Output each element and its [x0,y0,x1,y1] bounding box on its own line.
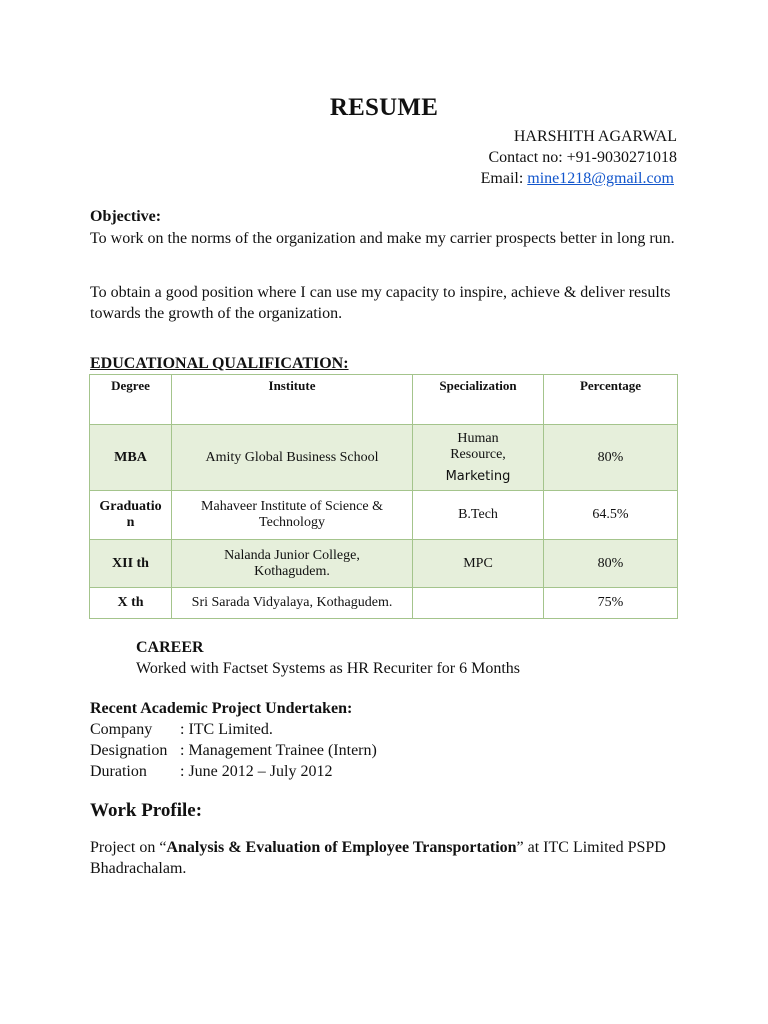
work-profile-project-title: Analysis & Evaluation of Employee Transportation [166,839,517,856]
column-header: Specialization [413,375,544,425]
degree-cell: X th [90,588,172,619]
institute-text: Kothagudem. [254,563,330,579]
degree-text: MBA [114,449,147,465]
percentage-cell: 75% [544,588,678,619]
work-profile-heading: Work Profile: [90,800,203,821]
work-profile-suffix: ” at ITC Limited PSPD Bhadrachalam. [90,839,666,877]
degree-text: Graduatio [99,499,162,514]
education-heading: EDUCATIONAL QUALIFICATION: [90,355,349,372]
duration-value: : June 2012 – July 2012 [180,763,333,780]
company-row [90,721,273,739]
institute-text: Amity Global Business School [205,449,379,465]
column-header: Institute [172,375,413,425]
institute-text: Mahaveer Institute of Science & [201,499,383,514]
institute-text: Technology [259,515,325,530]
degree-text: n [126,515,135,530]
work-profile-prefix: Project on “ [90,839,167,856]
specialization-cell: B.Tech [413,491,544,540]
project-heading: Recent Academic Project Undertaken: [90,700,353,717]
table-row [90,540,678,588]
percentage-cell: 64.5% [544,491,678,540]
institute-cell: Sri Sarada Vidyalaya, Kothagudem. [172,588,413,619]
degree-cell: XII th [90,540,172,588]
degree-cell [90,425,172,491]
company-value: : ITC Limited. [180,721,273,738]
institute-text: Nalanda Junior College, [224,547,360,563]
specialization-text: Resource, [450,447,506,462]
career-heading: CAREER [136,639,204,656]
contact-number: Contact no: +91-9030271018 [488,149,677,166]
objective-paragraph: To obtain a good position where I can use my capacity to inspire, achieve & deliver results towards the growth of the organization. [90,284,671,322]
designation-value: : Management Trainee (Intern) [180,742,377,759]
column-header: Percentage [544,375,678,425]
resume-title: RESUME [329,94,439,121]
table-row [90,491,678,540]
specialization-cell [413,425,544,491]
institute-cell [172,491,413,540]
email-line [481,170,674,188]
specialization-cell: MPC [413,540,544,588]
table-row [90,588,678,619]
degree-cell [90,491,172,540]
percentage-cell: 80% [544,425,678,491]
candidate-name: HARSHITH AGARWAL [513,128,677,145]
objective-heading: Objective: [90,208,162,225]
column-header: Degree [90,375,172,425]
designation-row [90,742,377,760]
work-profile-text [90,837,730,879]
company-key: Company [90,721,153,738]
table-row [90,425,678,491]
email-link[interactable]: mine1218@gmail.com [527,170,674,187]
objective-paragraph: To work on the norms of the organization and make my carrier prospects better in long run. [90,230,675,247]
specialization-text: Marketing [445,469,511,484]
duration-key: Duration [90,763,147,780]
career-text: Worked with Factset Systems as HR Recuriter for 6 Months [136,660,520,677]
designation-key: Designation [90,742,168,759]
email-label: Email: [480,170,528,187]
institute-cell [172,425,413,491]
specialization-text: Human [457,431,499,446]
specialization-cell [413,588,544,619]
education-table [89,374,678,619]
institute-cell [172,540,413,588]
table-header-row [90,375,678,425]
percentage-cell: 80% [544,540,678,588]
duration-row [90,763,332,781]
